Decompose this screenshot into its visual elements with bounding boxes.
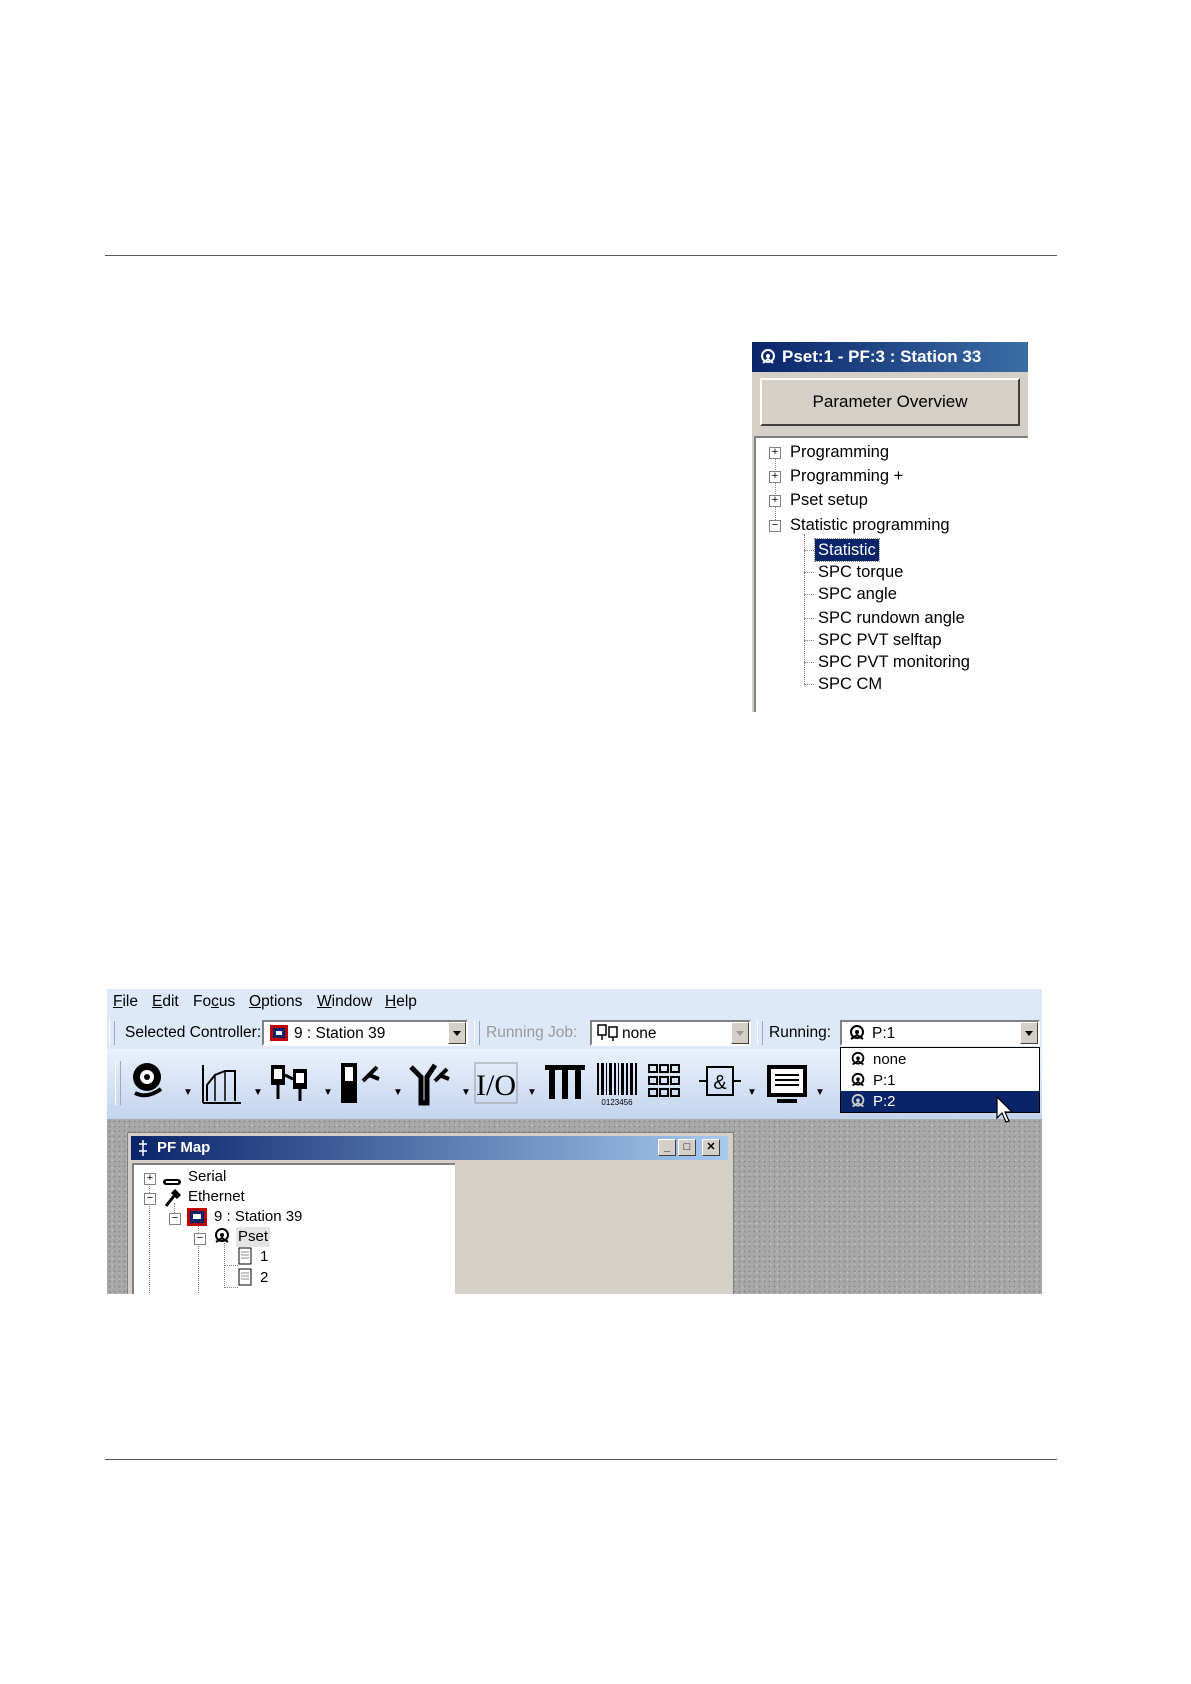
mouse-cursor-icon (996, 1096, 1016, 1129)
svg-text:I/O: I/O (476, 1069, 516, 1102)
expand-plus-icon[interactable]: + (144, 1173, 156, 1185)
tree-item-serial[interactable]: Serial (188, 1168, 227, 1185)
toolbar-grip[interactable] (115, 1061, 121, 1105)
toolbar-grip[interactable] (474, 1021, 480, 1045)
tree-item-spc-torque[interactable]: SPC torque (818, 563, 904, 581)
menu-file-label: ile (122, 993, 138, 1010)
document-icon (238, 1247, 252, 1270)
logic-icon[interactable] (697, 1055, 745, 1111)
pset-tree (754, 436, 1028, 712)
controller-icon (269, 1024, 289, 1047)
chevron-down-icon[interactable] (1020, 1022, 1038, 1044)
controller-icon (186, 1207, 208, 1232)
tree-item-spc-angle[interactable]: SPC angle (818, 585, 897, 603)
tree-item-spc-pvt-selftap[interactable]: SPC PVT selftap (818, 631, 942, 649)
collapse-minus-icon[interactable]: − (194, 1233, 206, 1245)
menu-options-label: ptions (261, 993, 303, 1010)
tree-line (804, 684, 814, 685)
chevron-down-icon[interactable] (731, 1022, 749, 1044)
job-icon[interactable] (267, 1055, 315, 1111)
chevron-down-icon[interactable]: ▼ (393, 1087, 403, 1098)
parameter-overview-button[interactable]: Parameter Overview (760, 378, 1020, 426)
tree-item-ethernet[interactable]: Ethernet (188, 1188, 245, 1205)
tree-line (804, 572, 814, 573)
dropdown-option-p1[interactable] (841, 1070, 1039, 1091)
dropdown-option-none[interactable] (841, 1049, 1039, 1070)
running-job-label: Running Job: (486, 1024, 578, 1041)
running-job-value: none (622, 1025, 657, 1042)
pset-title: Pset:1 - PF:3 : Station 33 (782, 347, 982, 366)
tree-item-pset-1[interactable]: 1 (260, 1248, 269, 1265)
running-pset-select[interactable] (840, 1020, 1040, 1046)
tree-item-station-39[interactable]: 9 : Station 39 (214, 1208, 303, 1225)
tree-line (804, 594, 814, 595)
tree-item-statistic[interactable]: Statistic (815, 539, 879, 561)
tree-line (804, 662, 814, 663)
tree-item-statistic-programming[interactable]: Statistic programming (790, 516, 950, 534)
chevron-down-icon[interactable]: ▼ (815, 1087, 825, 1098)
job-icon (597, 1024, 619, 1047)
running-dropdown-list (840, 1047, 1040, 1113)
toolbar-grip[interactable] (109, 1021, 115, 1045)
tool-config-icon[interactable] (405, 1055, 453, 1111)
chevron-down-icon[interactable]: ▼ (527, 1087, 537, 1098)
menu-focus[interactable]: Focus (193, 993, 236, 1010)
pf-map-window (127, 1132, 734, 1294)
tree-item-spc-pvt-monitoring[interactable]: SPC PVT monitoring (818, 653, 970, 671)
tree-item-pset[interactable]: Pset (238, 1228, 269, 1245)
svg-text:&: & (713, 1072, 727, 1094)
io-icon[interactable] (473, 1055, 521, 1111)
controller-label: Selected Controller: (125, 1024, 262, 1041)
chevron-down-icon[interactable]: ▼ (461, 1087, 471, 1098)
chevron-down-icon[interactable]: ▼ (183, 1087, 193, 1098)
tree-line (775, 452, 776, 526)
header-rule (105, 255, 1057, 256)
pset-title-bar[interactable] (752, 342, 1028, 372)
chevron-down-icon[interactable] (448, 1022, 466, 1044)
pf-map-icon (137, 1139, 149, 1165)
tree-item-pset-setup[interactable]: Pset setup (790, 491, 868, 509)
chevron-down-icon[interactable]: ▼ (253, 1087, 263, 1098)
menu-help-label: elp (396, 993, 417, 1010)
collapse-minus-icon[interactable]: − (769, 520, 781, 532)
toolbar-grip[interactable] (757, 1021, 763, 1045)
minimize-icon[interactable]: _ (658, 1139, 676, 1156)
controller-bar (107, 1017, 1042, 1050)
controller-select[interactable] (262, 1020, 468, 1046)
app-window (107, 989, 1042, 1294)
dropdown-option-label: P:1 (873, 1072, 896, 1089)
pf-map-tree (132, 1163, 455, 1294)
tree-item-spc-cm[interactable]: SPC CM (818, 675, 883, 693)
svg-text:0123456: 0123456 (601, 1098, 633, 1107)
chevron-down-icon[interactable]: ▼ (323, 1087, 333, 1098)
pf-map-title: PF Map (157, 1139, 211, 1156)
tree-line (224, 1287, 238, 1288)
controller-value: 9 : Station 39 (294, 1025, 386, 1042)
tool-icon[interactable] (337, 1055, 385, 1111)
sync-icon[interactable] (541, 1055, 589, 1111)
tree-item-spc-rundown-angle[interactable]: SPC rundown angle (818, 609, 965, 627)
collapse-minus-icon[interactable]: − (144, 1193, 156, 1205)
pset-icon[interactable] (127, 1055, 175, 1111)
tree-item-programming-plus[interactable]: Programming + (790, 467, 904, 485)
multistage-icon[interactable] (197, 1055, 245, 1111)
expand-plus-icon[interactable]: + (769, 447, 781, 459)
ethernet-icon (164, 1188, 182, 1213)
pset-icon (847, 1024, 867, 1049)
menu-window[interactable]: Window (317, 993, 373, 1010)
menu-options[interactable]: Options (249, 993, 303, 1010)
pset-icon (212, 1227, 232, 1252)
barcode-icon[interactable] (593, 1055, 641, 1111)
menu-file[interactable]: File (113, 993, 138, 1010)
collapse-minus-icon[interactable]: − (169, 1213, 181, 1225)
running-job-select[interactable] (590, 1020, 751, 1046)
tree-item-pset-2[interactable]: 2 (260, 1269, 269, 1286)
chevron-down-icon[interactable]: ▼ (747, 1087, 757, 1098)
running-label: Running: (769, 1024, 832, 1041)
document-icon (238, 1268, 252, 1291)
menu-window-label: indow (331, 993, 373, 1010)
running-value: P:1 (872, 1025, 896, 1042)
footer-rule (105, 1459, 1057, 1460)
menu-edit[interactable]: Edit (152, 993, 179, 1010)
menu-focus-label: us (218, 993, 236, 1010)
maximize-icon[interactable]: □ (678, 1139, 696, 1156)
pset-icon (849, 1093, 867, 1117)
tree-line (804, 550, 814, 551)
menu-edit-label: dit (162, 993, 179, 1010)
expand-plus-icon[interactable]: + (769, 471, 781, 483)
dropdown-option-label: P:2 (873, 1093, 896, 1110)
fieldbus-icon[interactable] (643, 1055, 691, 1111)
tree-line (804, 640, 814, 641)
menu-bar (107, 989, 1042, 1017)
dropdown-option-label: none (873, 1051, 907, 1068)
pset-icon (758, 347, 778, 372)
pset-window (752, 342, 1028, 712)
close-icon[interactable]: ✕ (702, 1139, 720, 1156)
menu-help[interactable]: Help (385, 993, 417, 1010)
expand-plus-icon[interactable]: + (769, 495, 781, 507)
monitor-icon[interactable] (763, 1055, 811, 1111)
pf-map-title-bar[interactable] (131, 1136, 728, 1160)
tree-line (224, 1265, 238, 1266)
tree-item-programming[interactable]: Programming (790, 443, 890, 461)
tree-line (804, 618, 814, 619)
